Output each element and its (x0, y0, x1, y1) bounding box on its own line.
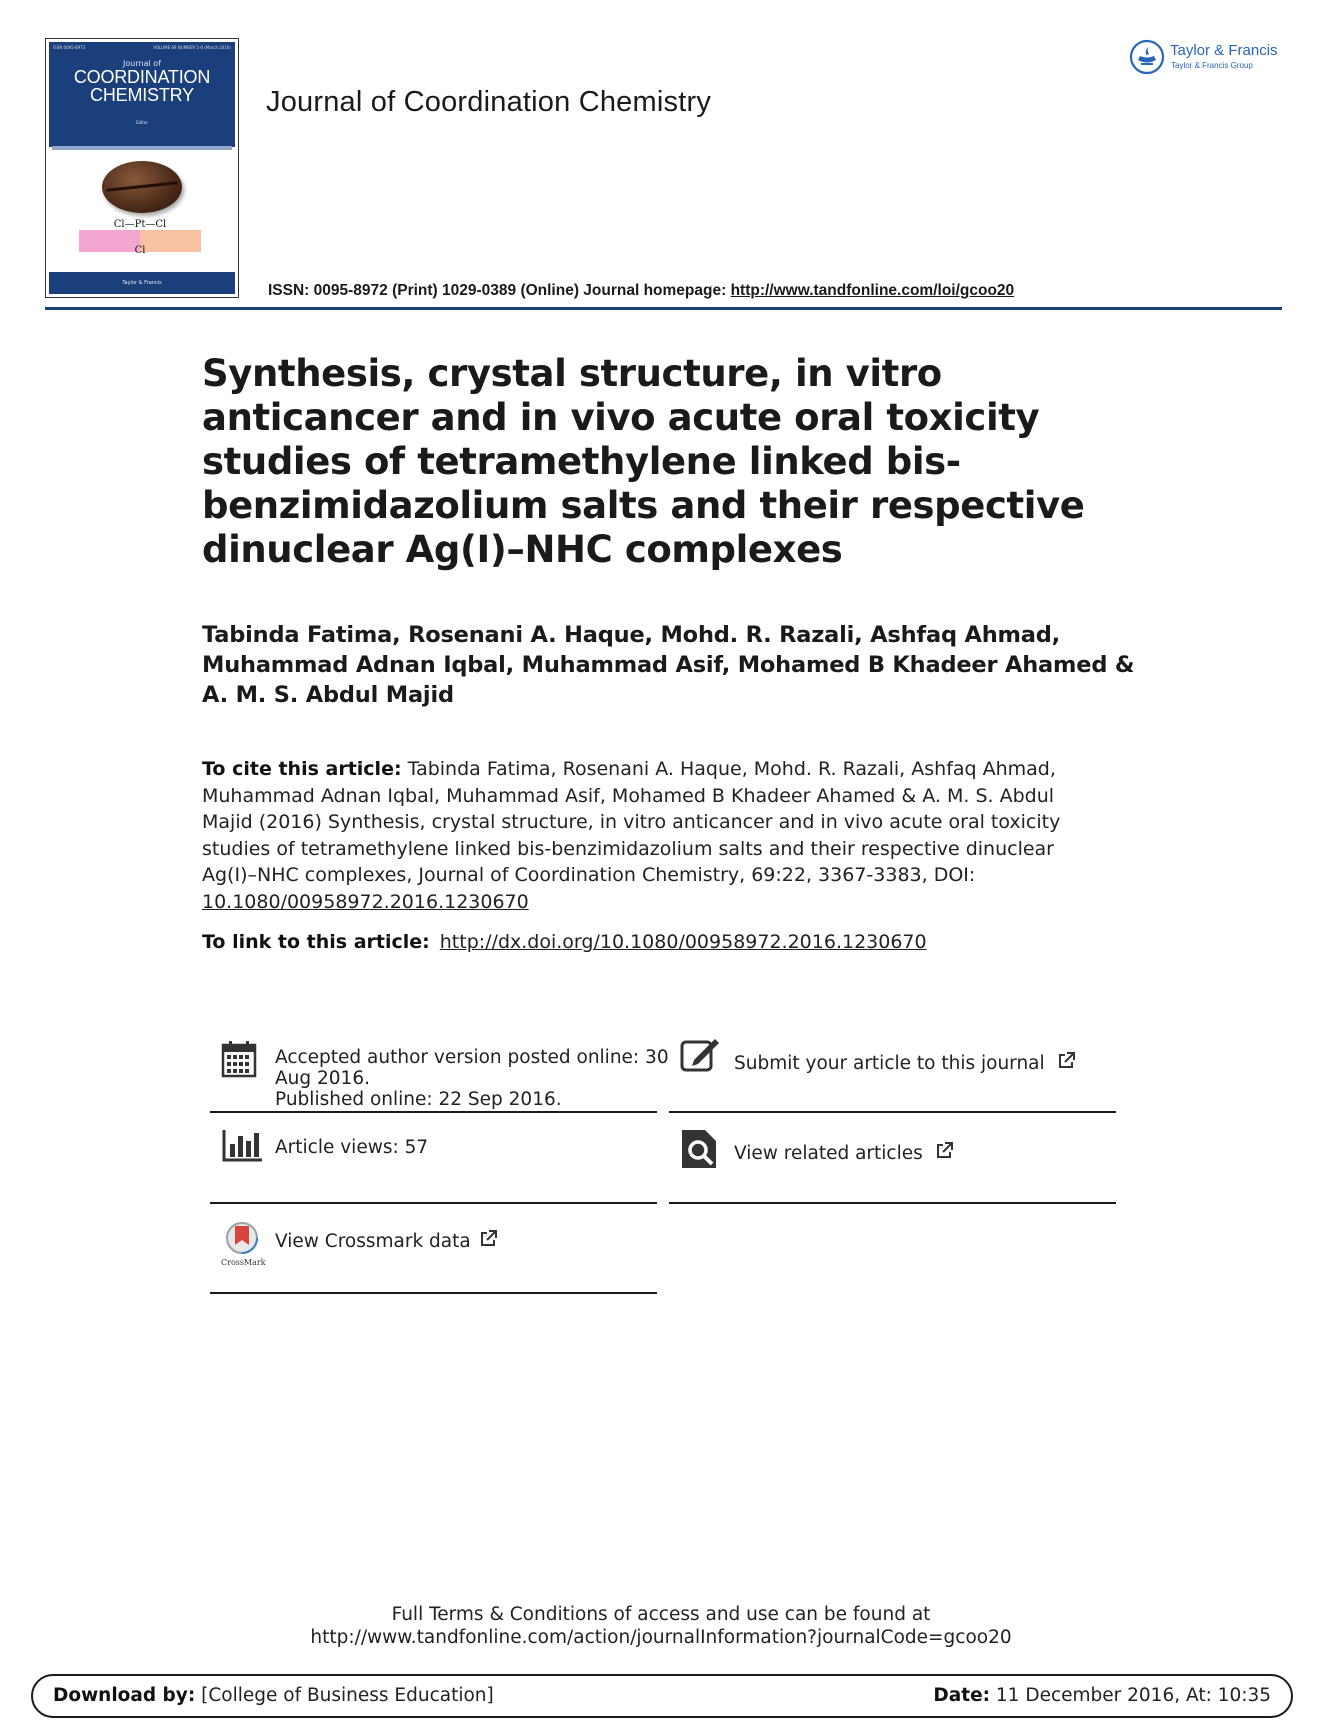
download-by (53, 1685, 494, 1706)
journal-title: Journal of Coordination Chemistry (266, 86, 712, 118)
journal-cover-image (45, 38, 239, 298)
info-divider (210, 1202, 657, 1204)
cite-label: To cite this article: (202, 758, 402, 780)
publication-dates: Accepted author version posted online: 30 Aug 2016. Published online: 22 Sep 2016. (275, 1047, 669, 1110)
article-link-line (202, 931, 927, 953)
date-label: Date: (933, 1685, 991, 1706)
terms-and-conditions (0, 1603, 1322, 1649)
cite-doi-link[interactable]: 10.1080/00958972.2016.1230670 (202, 890, 529, 913)
publisher-lamp-icon (1129, 39, 1165, 75)
info-divider (210, 1292, 657, 1294)
cover-footer-band (49, 272, 235, 294)
terms-line: Full Terms & Conditions of access and use can be found at (391, 1604, 931, 1625)
cover-artwork (79, 147, 201, 260)
crossmark-label: View Crossmark data (275, 1231, 471, 1252)
info-divider (669, 1111, 1116, 1113)
publisher-logo[interactable] (1129, 39, 1284, 79)
related-articles-icon (681, 1129, 717, 1169)
calendar-icon (221, 1040, 257, 1078)
date-value: 11 December 2016, At: 10:35 (990, 1685, 1271, 1706)
download-date (933, 1685, 1271, 1706)
issn-text: ISSN: 0095-8972 (Print) 1029-0389 (Online) Journal homepage: (268, 282, 731, 299)
info-divider (669, 1202, 1116, 1204)
edit-icon (680, 1037, 720, 1073)
issn-line (268, 282, 1014, 300)
publisher-subname: Taylor & Francis Group (1171, 61, 1253, 70)
cite-text: Tabinda Fatima, Rosenani A. Haque, Mohd. R. Razali, Ashfaq Ahmad, Muhammad Adnan Iqbal, Muhammad Asif, Mohamed B Khadeer Ahamed & A. M. S. Abdul Majid (2016) Synthesis, crystal structure, in vitro anticancer and in vivo acute oral toxicity studies of tetramethylene linked bis-benzimidazolium salts and their respective dinuclear Ag(I)–NHC complexes, Journal of Coordination Chemistry, 69:22, 3367-3383, DOI: (202, 758, 1061, 886)
accepted-date: Accepted author version posted online: 30 (275, 1047, 669, 1068)
crossmark-logo-text: CrossMark (221, 1258, 266, 1267)
cover-editor: Editor (136, 120, 148, 125)
header-divider (45, 307, 1282, 310)
cover-journal-of: Journal of (123, 59, 161, 68)
link-label: To link to this article: (202, 931, 430, 953)
cover-issn: ISSN 0095-8972 (53, 45, 86, 50)
terms-url[interactable]: http://www.tandfonline.com/action/journalInformation?journalCode=gcoo20 (310, 1627, 1012, 1648)
cover-journal-name: COORDINATION CHEMISTRY (73, 67, 211, 105)
cover-chemical-formula: Cl—Pt—Cl (113, 219, 167, 230)
article-views: Article views: 57 (275, 1137, 429, 1158)
external-link-icon (935, 1142, 953, 1160)
cover-volume: VOLUME 69 NUMBER 5-6 (March 2016) (153, 45, 231, 50)
related-articles-label: View related articles (734, 1143, 923, 1164)
view-related-articles-link[interactable] (734, 1142, 953, 1164)
download-info-bar (31, 1674, 1293, 1718)
external-link-icon (479, 1230, 497, 1248)
article-title: Synthesis, crystal structure, in vitro anticancer and in vivo acute oral toxicity studies of tetramethylene linked bis-benzimidazolium salts and their respective dinuclear Ag(I)–NHC complexes (202, 352, 1085, 571)
download-label: Download by: (53, 1685, 196, 1706)
submit-article-label: Submit your article to this journal (734, 1053, 1045, 1074)
journal-homepage-link[interactable]: http://www.tandfonline.com/loi/gcoo20 (730, 282, 1015, 299)
submit-article-link[interactable] (734, 1052, 1075, 1074)
bar-chart-icon (222, 1128, 264, 1162)
view-crossmark-link[interactable] (275, 1230, 497, 1252)
publisher-name: Taylor & Francis (1170, 42, 1278, 59)
article-doi-link[interactable]: http://dx.doi.org/10.1080/00958972.2016.1230670 (439, 931, 927, 953)
citation-block (202, 756, 1102, 915)
download-institution: [College of Business Education] (195, 1685, 494, 1706)
cover-header-band (49, 42, 235, 147)
external-link-icon (1057, 1052, 1075, 1070)
article-authors: Tabinda Fatima, Rosenani A. Haque, Mohd. R. Razali, Ashfaq Ahmad, Muhammad Adnan Iqbal, Muhammad Asif, Mohamed B Khadeer Ahamed & A. M. S. Abdul Majid (202, 622, 1135, 708)
cover-publisher: Taylor & Francis (122, 280, 162, 286)
info-divider (210, 1111, 657, 1113)
crossmark-logo (221, 1221, 266, 1267)
cover-chemical-formula-bottom: Cl (134, 245, 146, 256)
crossmark-icon (221, 1221, 263, 1255)
published-date: Published online: 22 Sep 2016. (275, 1089, 562, 1110)
